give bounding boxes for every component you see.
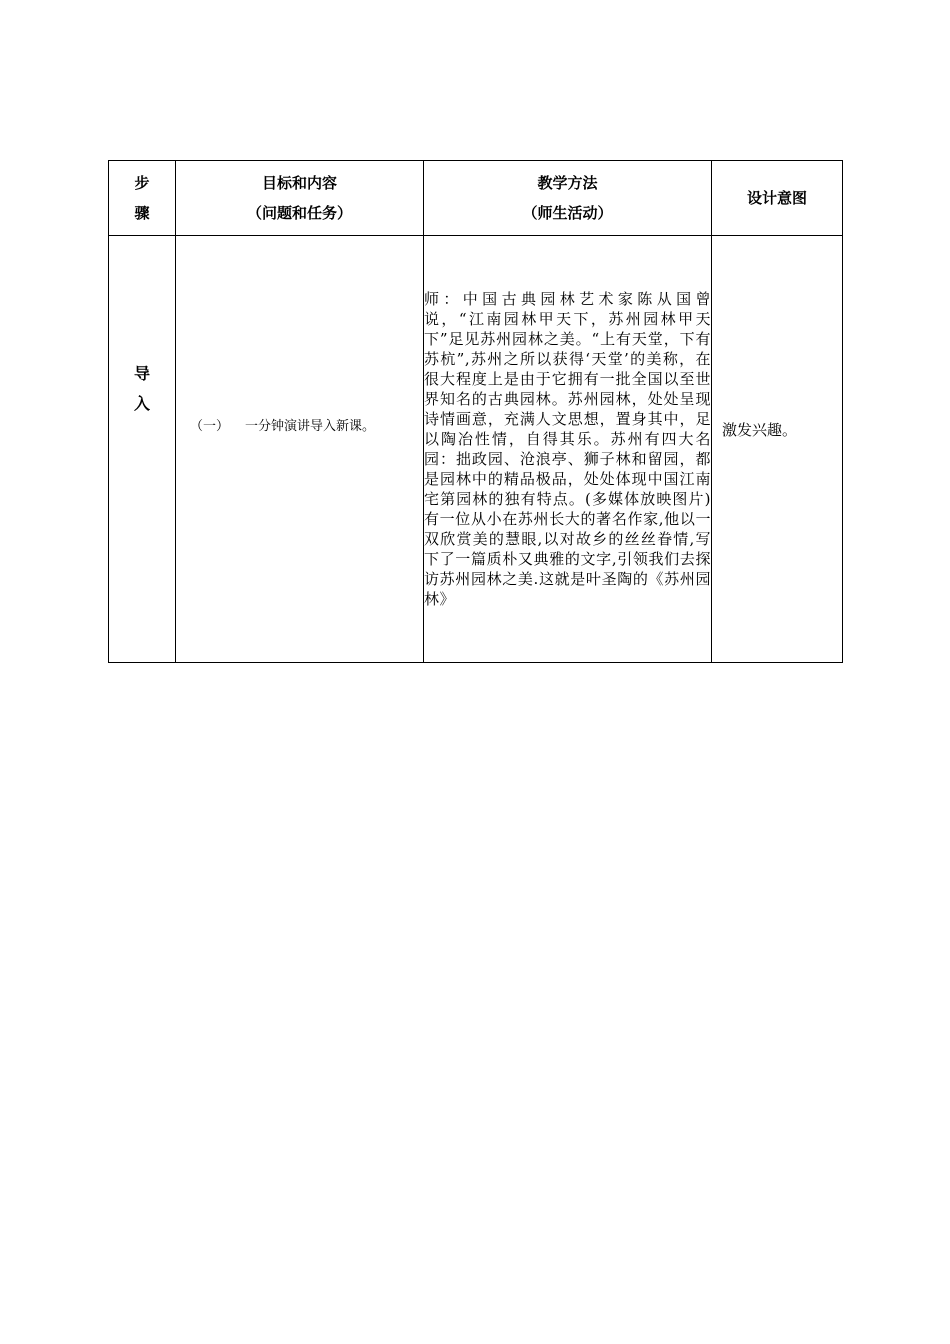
header-intent-label: 设计意图 [746, 189, 807, 207]
table-header-row [109, 161, 843, 236]
step-line1: 导 [133, 364, 150, 383]
method-text: 师：中国古典园林艺术家陈从国曾说，“江南园林甲天下，苏州园林甲天下”足见苏州园林之美。“上有天堂，下有苏杭”,苏州之所以获得‘天堂’的美称，在很大程度上是由于它拥有一批全国以至世界知名的古典园林。苏州园林，处处呈现诗情画意，充满人文思想，置身其中，足以陶冶性情，自得其乐。苏州有四大名园：拙政园、沧浪亭、狮子林和留园，都是园林中的精品极品，处处体现中国江南宅第园林的独有特点。(多媒体放映图片)有一位从小在苏州长大的著名作家,他以一双欣赏美的慧眼,以对故乡的丝丝眷情,写下了一篇质朴又典雅的文字,引领我们去探访苏州园林之美.这就是叶圣陶的《苏州园林》 [424, 290, 711, 608]
header-step-line1: 步 [134, 174, 150, 192]
lesson-plan-table [108, 160, 843, 663]
method-cell [424, 236, 712, 663]
intent-text: 激发兴趣。 [722, 420, 798, 439]
header-method-line2: （师生活动） [522, 204, 613, 222]
goal-cell [176, 236, 424, 663]
step-line2: 入 [133, 394, 150, 413]
header-goal-line1: 目标和内容 [261, 174, 337, 192]
goal-text: 一分钟演讲导入新课。 [245, 418, 376, 434]
table-row [109, 236, 843, 663]
header-method-line1: 教学方法 [537, 174, 598, 192]
goal-number: （一） [190, 418, 230, 434]
step-cell [109, 236, 176, 663]
header-step-line2: 骤 [134, 204, 150, 222]
header-intent [712, 161, 843, 236]
intent-cell [712, 236, 843, 663]
header-step [109, 161, 176, 236]
header-method [424, 161, 712, 236]
header-goal-line2: （问题和任务） [246, 204, 352, 222]
header-goal [176, 161, 424, 236]
